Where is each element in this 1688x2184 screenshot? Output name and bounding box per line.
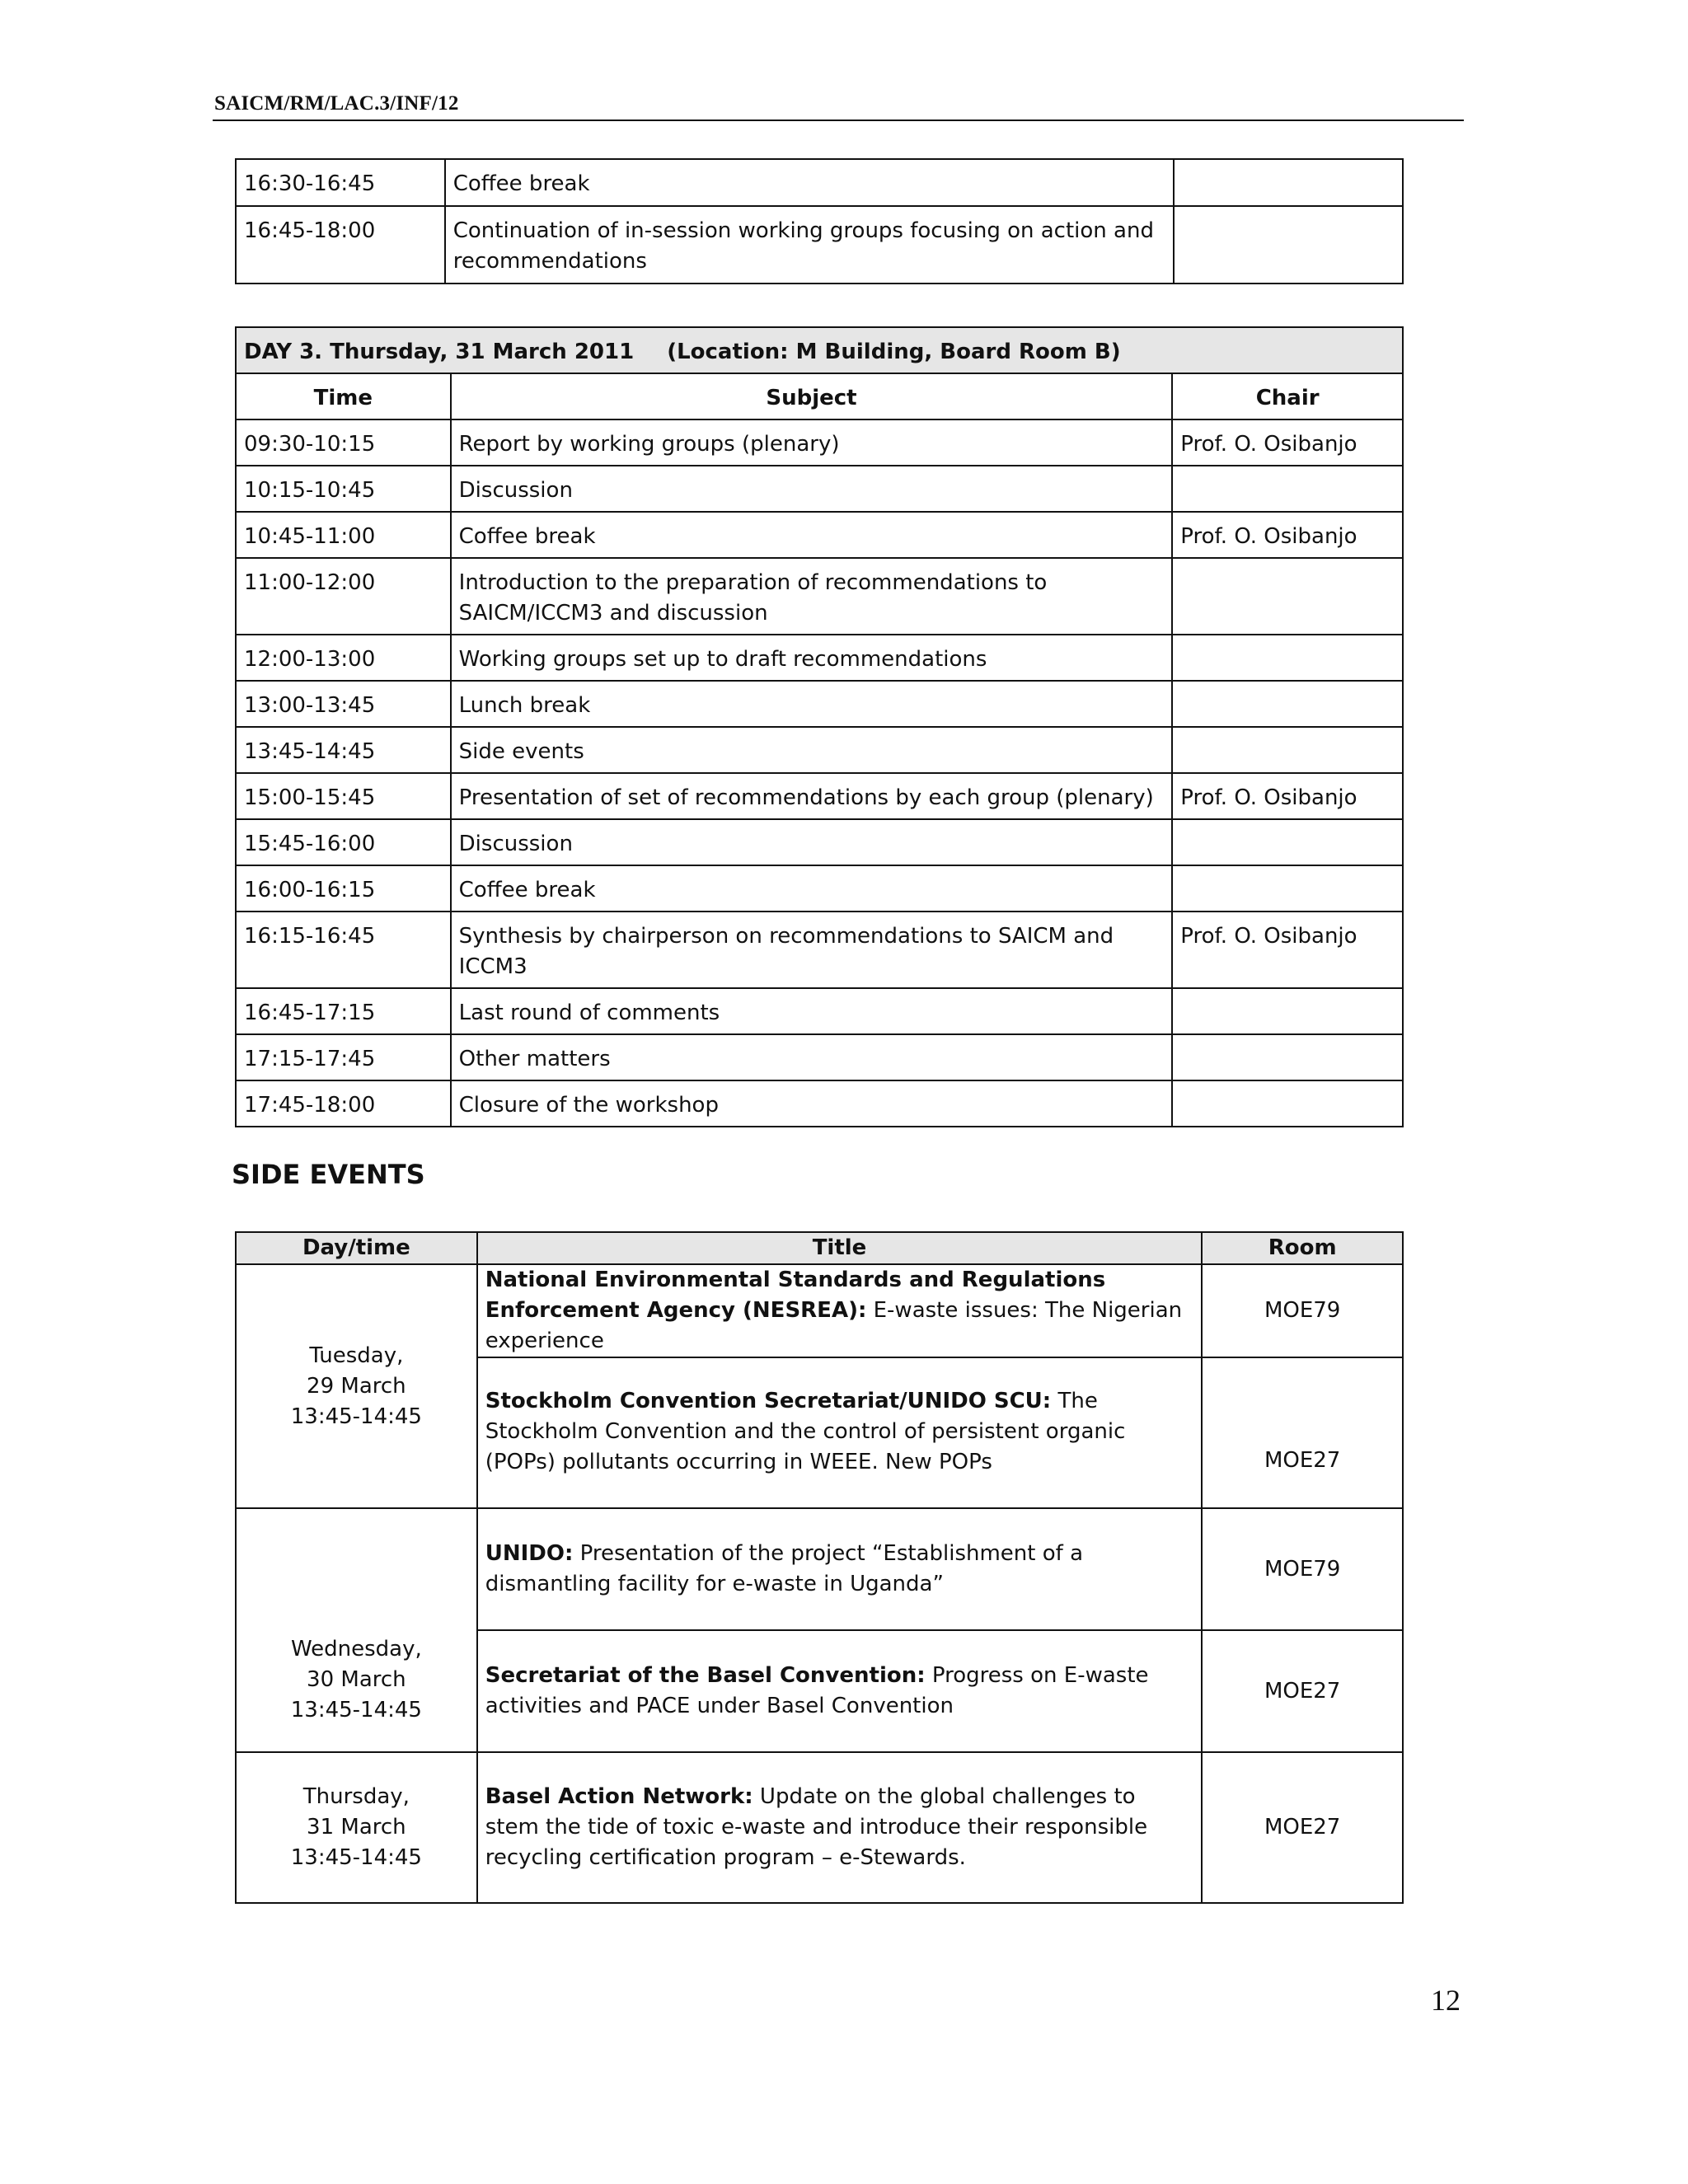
time-cell: 15:00-15:45: [236, 773, 451, 819]
day-location: (Location: M Building, Board Room B): [667, 340, 1121, 364]
chair-cell: [1172, 466, 1403, 512]
event-title-cell: [477, 1264, 1203, 1357]
time-cell: 16:15-16:45: [236, 912, 451, 988]
table-row: [236, 1264, 1403, 1357]
table-row: [236, 1080, 1403, 1127]
continuation-table: [235, 158, 1404, 284]
day-time: 13:45-14:45: [290, 1404, 422, 1429]
subject-cell: Other matters: [451, 1034, 1173, 1080]
time-cell: 13:45-14:45: [236, 727, 451, 773]
time-cell: 13:00-13:45: [236, 681, 451, 727]
chair-cell: Prof. O. Osibanjo: [1172, 512, 1403, 558]
chair-cell: Prof. O. Osibanjo: [1172, 912, 1403, 988]
table-row: [236, 819, 1403, 865]
time-cell: 16:30-16:45: [236, 159, 445, 206]
event-organizer: UNIDO:: [485, 1541, 574, 1566]
table-row: [236, 681, 1403, 727]
day-date: 29 March: [307, 1373, 406, 1399]
subject-cell: Coffee break: [451, 865, 1173, 912]
event-organizer: Secretariat of the Basel Convention:: [485, 1663, 926, 1688]
day-heading: [236, 327, 1403, 373]
chair-cell: [1172, 727, 1403, 773]
chair-cell: [1174, 159, 1403, 206]
chair-cell: [1172, 635, 1403, 681]
room-cell: MOE27: [1202, 1630, 1403, 1752]
time-cell: 15:45-16:00: [236, 819, 451, 865]
day-date: 31 March: [307, 1815, 406, 1840]
table-row: [236, 419, 1403, 466]
day-heading-row: [236, 327, 1403, 373]
day-name: Wednesday,: [290, 1636, 422, 1661]
event-title-cell: [477, 1630, 1203, 1752]
time-cell: 17:15-17:45: [236, 1034, 451, 1080]
event-title: The Stockholm Convention and the control of persistent organic (POPs) pollutants occurring in WEEE. New POPs: [485, 1389, 1126, 1474]
side-events-heading: SIDE EVENTS: [232, 1159, 425, 1190]
subject-cell: Continuation of in-session working groups focusing on action and recommendations: [445, 206, 1175, 284]
table-row: [236, 206, 1403, 284]
subject-cell: Coffee break: [451, 512, 1173, 558]
room-cell: MOE79: [1202, 1508, 1403, 1630]
table-row: [236, 865, 1403, 912]
subject-cell: Synthesis by chairperson on recommendations to SAICM and ICCM3: [451, 912, 1173, 988]
event-title-cell: [477, 1752, 1203, 1903]
time-cell: 10:45-11:00: [236, 512, 451, 558]
event-title: E-waste issues: The Nigerian experience: [485, 1298, 1183, 1353]
room-cell: MOE79: [1202, 1264, 1403, 1357]
chair-cell: Prof. O. Osibanjo: [1172, 419, 1403, 466]
day-time-cell: [236, 1508, 477, 1752]
table-row: [236, 988, 1403, 1034]
chair-cell: [1172, 558, 1403, 635]
chair-cell: [1172, 1080, 1403, 1127]
day-time: 13:45-14:45: [290, 1845, 422, 1870]
table-row: [236, 558, 1403, 635]
column-header-row: [236, 1232, 1403, 1264]
day-date: 30 March: [307, 1666, 406, 1692]
subject-cell: Presentation of set of recommendations by each group (plenary): [451, 773, 1173, 819]
subject-cell: Introduction to the preparation of recommendations to SAICM/ICCM3 and discussion: [451, 558, 1173, 635]
subject-cell: Lunch break: [451, 681, 1173, 727]
time-cell: 16:45-17:15: [236, 988, 451, 1034]
page-number: 12: [1431, 1984, 1461, 2017]
day-time-cell: [236, 1752, 477, 1903]
day-time-cell: [236, 1264, 477, 1508]
event-organizer: Stockholm Convention Secretariat/UNIDO SCU:: [485, 1389, 1052, 1413]
subject-cell: Discussion: [451, 819, 1173, 865]
time-cell: 16:45-18:00: [236, 206, 445, 284]
room-column-header: Room: [1202, 1232, 1403, 1264]
event-title-cell: [477, 1357, 1203, 1508]
event-title: Progress on E-waste activities and PACE under Basel Convention: [485, 1663, 1149, 1718]
time-cell: 16:00-16:15: [236, 865, 451, 912]
time-cell: 10:15-10:45: [236, 466, 451, 512]
day-title: DAY 3. Thursday, 31 March 2011: [244, 340, 635, 364]
table-row: [236, 635, 1403, 681]
subject-cell: Report by working groups (plenary): [451, 419, 1173, 466]
time-cell: 12:00-13:00: [236, 635, 451, 681]
document-id: SAICM/RM/LAC.3/INF/12: [214, 92, 459, 115]
time-cell: 11:00-12:00: [236, 558, 451, 635]
subject-cell: Discussion: [451, 466, 1173, 512]
subject-column-header: Subject: [451, 373, 1173, 419]
table-row: [236, 1034, 1403, 1080]
day3-schedule-table: [235, 326, 1404, 1127]
event-organizer: Basel Action Network:: [485, 1784, 753, 1809]
table-row: [236, 466, 1403, 512]
table-row: [236, 1508, 1403, 1630]
table-row: [236, 773, 1403, 819]
chair-cell: [1172, 1034, 1403, 1080]
table-row: [236, 912, 1403, 988]
chair-cell: Prof. O. Osibanjo: [1172, 773, 1403, 819]
table-row: [236, 159, 1403, 206]
time-column-header: Time: [236, 373, 451, 419]
chair-cell: [1172, 988, 1403, 1034]
subject-cell: Coffee break: [445, 159, 1175, 206]
time-cell: 17:45-18:00: [236, 1080, 451, 1127]
chair-cell: [1172, 865, 1403, 912]
header-rule: [213, 120, 1464, 121]
table-row: [236, 1752, 1403, 1903]
time-cell: 09:30-10:15: [236, 419, 451, 466]
event-title: Presentation of the project “Establishment of a dismantling facility for e-waste in Uganda”: [485, 1541, 1084, 1596]
title-column-header: Title: [477, 1232, 1203, 1264]
event-title-cell: [477, 1508, 1203, 1630]
column-header-row: [236, 373, 1403, 419]
chair-column-header: Chair: [1172, 373, 1403, 419]
table-row: [236, 512, 1403, 558]
side-events-table: [235, 1231, 1404, 1904]
day-name: Thursday,: [302, 1784, 410, 1809]
chair-cell: [1174, 206, 1403, 284]
day-name: Tuesday,: [309, 1343, 404, 1368]
daytime-column-header: Day/time: [236, 1232, 477, 1264]
day-time: 13:45-14:45: [290, 1697, 422, 1722]
table-row: [236, 727, 1403, 773]
subject-cell: Working groups set up to draft recommendations: [451, 635, 1173, 681]
event-organizer: National Environmental Standards and Regulations Enforcement Agency (NESREA):: [485, 1268, 1106, 1323]
subject-cell: Side events: [451, 727, 1173, 773]
subject-cell: Closure of the workshop: [451, 1080, 1173, 1127]
event-title: Update on the global challenges to stem the tide of toxic e-waste and introduce their responsible recycling certification program – e-Stewards.: [485, 1784, 1148, 1870]
chair-cell: [1172, 681, 1403, 727]
room-cell: MOE27: [1202, 1752, 1403, 1903]
room-cell: MOE27: [1202, 1357, 1403, 1508]
subject-cell: Last round of comments: [451, 988, 1173, 1034]
chair-cell: [1172, 819, 1403, 865]
